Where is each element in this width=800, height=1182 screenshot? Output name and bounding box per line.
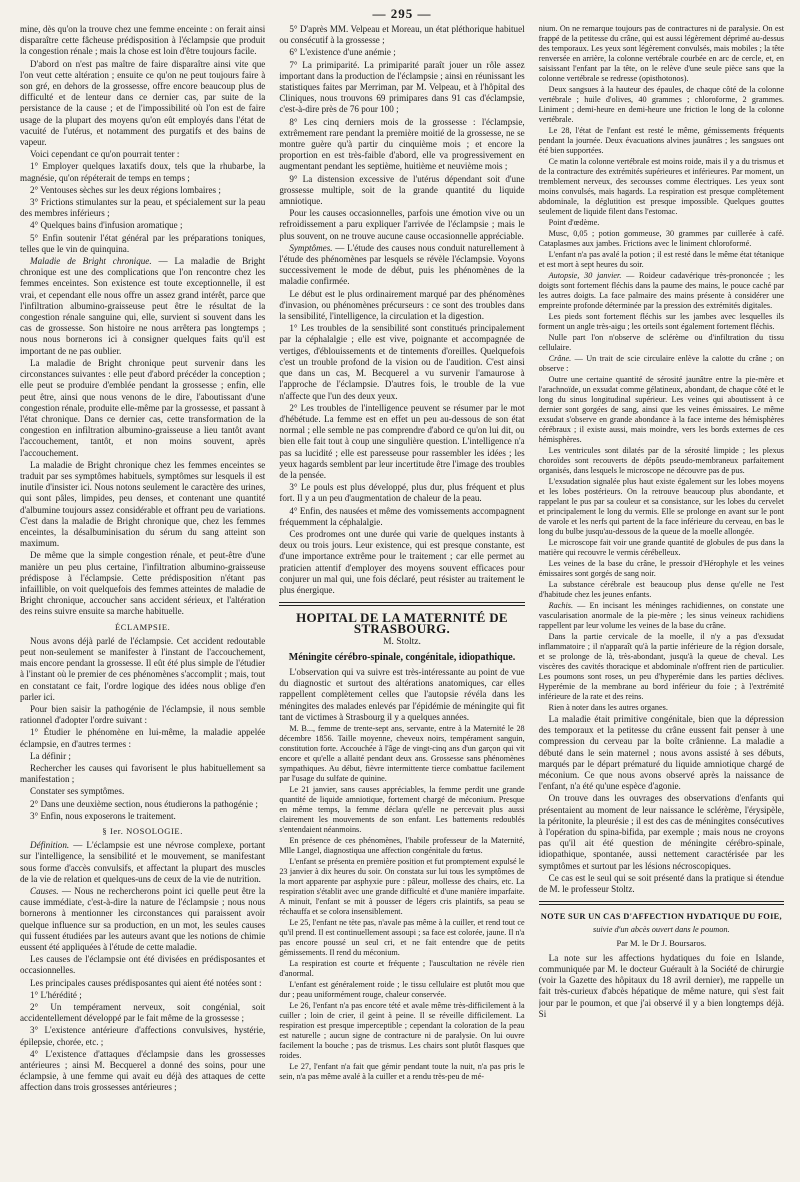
paragraph-text: — Nous ne rechercherons point ici quelle peut être la cause immédiate, c'est-à-dire la nature de l'éclampsie ; nous nous bornerons à mentionner les circonstances qui paraissent avoir quelque influence sur sa production, en un mot, les seules causes qui fussent étudiées par les auteurs avant que les notions de chimie eussent été appliquées à l'étude de cette maladie. (20, 886, 266, 953)
paragraph: Ce cas est le seul qui se soit présenté dans la pratique si étendue de M. le professeur Stoltz. (538, 872, 784, 895)
paragraph: L'enfant se présenta en première position et fut promptement expulsé le 23 janvier à dix heures du soir. On constata sur lui tous les symptômes de la mort apparente par asphyxie pure : pâleur, mollesse des chairs, etc. La respiration s'établit avec une grande difficulté et d'une manière imparfaite. A minuit, l'enfant se mit à pousser de légers cris plaintifs, sa peau se réchauffa et se colora insensiblement. (279, 856, 525, 916)
paragraph: 1° L'hérédité ; (30, 989, 82, 1000)
paragraph: De même que la simple congestion rénale, et peut-être d'une manière un peu plus certaine, l'infiltration albumino-graisseuse prédispose à l'éclampsie. Cette prédisposition n'étant pas infaillible, on voit quelquefois des femmes atteintes de maladie de Bright chronique, accoucher sans accident sérieux, et l'altération des reins suivre ensuite sa marche habituelle. (20, 550, 266, 617)
paragraph: M. B..., femme de trente-sept ans, servante, entre à la Maternité le 28 décembre 1856. Taille moyenne, cheveux noirs, tempérament sanguin, constitution forte. Accouchée à l'âge de vingt-cinq ans d'un garçon qui vit encore et qu'elle a allaité pendant deux ans. Grossesse sans phénomènes sympathiques. Au début, fièvre intermittente tierce combattue facilement par l'usage du sulfate de quinine. (279, 723, 525, 783)
paragraph: Ce matin la colonne vertébrale est moins roide, mais il y a du trismus et de la contracture des extrémités supérieures et inférieures. Par moment, un tremblement nerveux, des secousses comme électriques. Les yeux sont moins convulsés, mais hagards. La respiration est presque complètement abdominale, la déglutition est presque impossible. Quelques gouttes seulement de liquide filent dans l'estomac. (538, 157, 784, 216)
paragraph: Pour bien saisir la pathogénie de l'éclampsie, il nous semble rationnel d'adopter l'ordre suivant : (20, 703, 266, 726)
paragraph: La définir ; (30, 750, 71, 761)
paragraph: 2° Dans une deuxième section, nous étudierons la pathogénie ; (30, 798, 258, 809)
paragraph: 1° Les troubles de la sensibilité sont constitués principalement par la céphalalgie ; elle est vive, poignante et accompagnée de vertiges, d'éblouissements et de tintements d'oreilles. Quelquefois c'est un trouble profond de la vision ou de l'audition. C'est ainsi que dans un cas, M. Becquerel a vu survenir l'amaurose à l'approche de l'éclampsie. D'autres fois, le trouble de la vue n'affecte que l'un des deux yeux. (279, 323, 525, 401)
paragraph (279, 243, 524, 288)
paragraph: 6° L'existence d'une anémie ; (289, 47, 396, 58)
paragraph: L'enfant est généralement roide ; le tissu cellulaire est plutôt mou que dur ; peau uniformément rouge, chaleur conservée. (279, 979, 525, 999)
paragraph (20, 256, 265, 357)
paragraph: Rechercher les causes qui favorisent le plus habituellement sa manifestation ; (20, 763, 266, 785)
section-divider (279, 602, 524, 606)
paragraph: Nulle part l'on n'observe de sclérème ou d'infiltration du tissu cellulaire. (538, 333, 784, 352)
note-author: Par M. le Dr J. Boursaros. (616, 937, 707, 948)
paragraph-text: — L'éclampsie est une névrose complexe, portant sur l'intelligence, la sensibilité et le mouvement, se manifestant sous forme d'accès convulsifs, et affectant la plupart des muscles de la vie de relation et quelques-uns de ceux de la vie de nutrition. (20, 840, 266, 884)
paragraph: La maladie était primitive congénitale, bien que la dépression des temporaux et la petitesse du crâne eussent fait penser à une compression du cerveau par la boîte crânienne. La maladie a débuté dans le sein maternel ; nous avons assisté à ses débuts, marqués par le départ prématuré du liquide amniotique chargé de méconium. Ce que nous avons observé après la naissance de l'enfant, n'a été qu'une espèce d'agonie. (538, 714, 784, 792)
paragraph: 4° L'existence d'attaques d'éclampsie dans les grossesses antérieures ; ainsi M. Becquerel a donné des soins, pour une éclampsie, à une femme qui avait eu déjà des attaques de cette affection dans trois grossesses antérieures ; (20, 1048, 266, 1093)
run-in-heading: Maladie de Bright chronique. (30, 256, 152, 267)
run-in-heading: Autopsie, 30 janvier. (548, 271, 622, 280)
paragraph (539, 271, 784, 311)
paragraph: La substance cérébrale est beaucoup plus dense qu'elle ne l'est d'habitude chez les jeunes enfants. (538, 580, 784, 599)
paragraph: Ces prodromes ont une durée qui varie de quelques instants à deux ou trois jours. Leur existence, qui est presque constante, est d'une importance extrême pour le traitement ; car elle permet au praticien attentif d'employer des moyens souvent efficaces pour conjurer un mal qui, une fois déclaré, peut résister au traitement le plus énergique. (279, 528, 525, 595)
list-item: 3° Frictions stimulantes sur la peau, et spécialement sur la peau des membres inférieurs ; (20, 197, 266, 219)
paragraph (20, 886, 265, 953)
paragraph (539, 354, 784, 374)
paragraph-text: — Roideur cadavérique très-prononcée ; les doigts sont fortement fléchis dans la paume des mains, le pouce caché par les autres doigts. La face palmaire des mains présente à considérer une empreinte profonde déterminée par la pression des extrémités digitales. (538, 271, 784, 310)
run-in-heading: Symptômes. (289, 242, 333, 253)
subsection-title: § Ier. NOSOLOGIE. (102, 826, 183, 837)
paragraph: D'abord on n'est pas maître de faire disparaître ainsi vite que l'on veut cette altération ; ensuite ce qu'on ne peut toujours faire à son gré, en dehors de la grossesse, offre encore beaucoup plus de difficulté et de lenteur dans ce dernier cas, par suite de la persistance de la cause ; et de l'impossibilité où l'on est de faire usage de la plupart des moyens qu'on eût employés dans l'état de vacuité de l'utérus, et notamment des purgatifs et des bains de vapeur. (20, 58, 266, 148)
paragraph: Les principales causes prédisposantes qui aient été notées sont : (30, 977, 262, 988)
paragraph: nium. On ne remarque toujours pas de contractures ni de paralysie. On est frappé de la petitesse du crâne, qui est aussi légèrement déprimé au-dessus des temporaux. Les yeux sont légèrement convulsés, mais mobiles ; la tête renversée en arrière, la colonne vertébrale courbée en arc de cercle, et, en saisissant l'enfant par la tête, on le relève d'une seule pièce sans que la colonne vertébrale se redresse (opisthotonos). (538, 24, 784, 83)
paragraph: 3° L'existence antérieure d'affections convulsives, hystérie, épilepsie, chorée, etc. ; (20, 1025, 266, 1047)
column-left (20, 24, 265, 1176)
paragraph: L'observation qui va suivre est très-intéressante au point de vue du diagnostic et surtout des altérations anatomiques, car elles rappellent complètement celles que l'autopsie révéla dans les méningites des malades enlevés par l'épidémie de méningite qui fit tant de victimes à Strasbourg il y a quelques années. (279, 666, 525, 722)
paragraph (539, 601, 784, 631)
paragraph: Le microscope fait voir une grande quantité de globules de pus dans la matière qui recouvre le vermis cérébelleux. (538, 538, 784, 557)
section-title: ÉCLAMPSIE. (114, 621, 171, 632)
paragraph: 4° Enfin, des nausées et même des vomissements accompagnent fréquemment la céphalalgie. (279, 505, 525, 527)
note-subtitle: suivie d'un abcès ouvert dans le poumon. (593, 925, 730, 935)
run-in-heading: Causes. (30, 886, 59, 897)
paragraph: Le 25, l'enfant ne tète pas, n'avale pas même à la cuiller, et rend tout ce qu'il prend. Il est continuellement assoupi ; sa face est colorée, jaune. Il n'a pas encore poussé un seul cri, et ne fait entendre que de petits gémissements. Il rend du méconium. (279, 917, 525, 957)
column-right (539, 24, 784, 1176)
paragraph: On trouve dans les ouvrages des observations d'enfants qui présentaient au moment de leur naissance le sclérème, l'érysipèle, la péritonite, la pleurésie ; il est des cas de méningites consécutives à l'opération du spina-bifida, par exemple ; mais nous ne croyons pas qu'il ait été question de méningite cérébro-spinale, idiopathique, spontanée, aussi nettement caractérisée par les symptômes et surtout par les lésions nécroscopiques. (538, 793, 784, 871)
hospital-author: M. Stoltz. (383, 636, 421, 647)
paragraph: mine, dès qu'on la trouve chez une femme enceinte : on ferait ainsi disparaître cette fâcheuse prédisposition à l'éclampsie que produit la congestion rénale ; mais la chose est loin d'être toujours facile. (20, 24, 266, 57)
paragraph: La maladie de Bright chronique chez les femmes enceintes se traduit par ses symptômes habituels, symptômes sur lesquels il est inutile d'insister ici. Nous notons seulement le caractère des urines, qui sont pâles, limpides, peu denses, et contenant une quantité d'albumine toujours assez considérable et offrant peu de variations. C'est dans la maladie de Bright chronique que, chez les femmes enceintes, la désalbuminisation du sérum du sang atteint son maximum. (20, 459, 266, 549)
paragraph: Le 21 janvier, sans causes appréciables, la femme perdit une grande quantité de liquide amniotique, fortement chargé de méconium. Presque en même temps, la femme déclara qu'elle ne percevait plus aussi clairement les mouvements de son enfant. Les battements redoublés s'entendaient néanmoins. (279, 784, 525, 834)
paragraph-text: — En incisant les méninges rachidiennes, on constate une vascularisation anormale de la pie-mère ; les sinus veineux rachidiens rappellent par leur volume les veines de la base du crâne. (538, 601, 784, 630)
hospital-heading: HOPITAL DE LA MATERNITÉ DE STRASBOURG. (296, 610, 508, 637)
paragraph: Les pieds sont fortement fléchis sur les jambes avec lesquelles ils forment un angle très-aigu ; les orteils sont également fortement fléchis. (538, 312, 784, 331)
run-in-heading: Crâne. (548, 354, 572, 363)
paragraph: Le 27, l'enfant n'a fait que gémir pendant toute la nuit, n'a pas pris le sein, n'a pas même avalé à la cuiller et a rendu très-peu de mé- (279, 1061, 525, 1081)
section-divider (539, 901, 784, 905)
list-item: 1° Employer quelques laxatifs doux, tels que la rhubarbe, la magnésie, qu'on répéterait de temps en temps ; (20, 161, 266, 183)
paragraph: 5° D'après MM. Velpeau et Moreau, un état pléthorique habituel ou consécutif à la grossesse ; (279, 24, 525, 46)
paragraph: Le début est le plus ordinairement marqué par des phénomènes d'invasion, ou phénomènes précurseurs : ce sont des troubles dans la sensibilité, l'intelligence, la circulation et la digestion. (279, 288, 525, 322)
paragraph: 9° La distension excessive de l'utérus dépendant soit d'une grossesse multiple, soit de la grande quantité du liquide amniotique. (279, 173, 525, 207)
paragraph: 2° Les troubles de l'intelligence peuvent se résumer par le mot d'hébétude. La femme est en effet un peu au-dessous de son état normal ; elle semble ne pas comprendre d'abord ce qu'on lui dit, ou bien elle fait tout à coup une singulière question. L'intelligence n'a pas sa lucidité ; elle est paresseuse pour rassembler les idées ; les yeux hagards semblent par leur incertitude être l'image des troubles de la pensée. (279, 402, 525, 480)
paragraph: L'exsudation signalée plus haut existe également sur les lobes moyens et les lobes postérieurs. On la retrouve beaucoup plus abondante, et rappelant le pus par sa couleur et sa consistance, sur les lobes du cervelet et principalement le long du vermis. Elle se prolonge en avant sur le pont de varole et les nerfs qui partent de la face inférieure du cerveau, en bas le long du bulbe jusqu'au-dessous de la queue de la moelle allongée. (538, 477, 784, 536)
paragraph: Le 26, l'enfant n'a pas encore tété et avale même très-difficilement à la cuiller ; loin de crier, il geint à peine. Il se réveille difficilement. La respiration est presque imperceptible ; cependant la coloration de la peau est naturelle ; aucun signe de contracture ni de paralysie. On lui ouvre facilement la bouche ; pas de trismus. Les chairs sont plutôt flasques que roides. (279, 1000, 525, 1060)
paragraph: Pour les causes occasionnelles, parfois une émotion vive ou un refroidissement a paru expliquer l'arrivée de l'éclampsie ; mais le plus souvent, on ne trouve aucune cause occasionnelle appréciable. (279, 208, 525, 241)
case-title: Méningite cérébro-spinale, congénitale, idiopathique. (288, 651, 516, 663)
paragraph: Musc, 0,05 ; potion gommeuse, 30 grammes par cuillerée à café. Cataplasmes aux jambes. Frictions avec le liniment chloroformé. (538, 229, 784, 248)
run-in-heading: Définition. (30, 840, 70, 851)
paragraph: Les causes de l'éclampsie ont été divisées en prédisposantes et occasionnelles. (20, 954, 266, 976)
paragraph: Constater ses symptômes. (30, 786, 125, 797)
paragraph: 2° Un tempérament nerveux, soit congénial, soit accidentellement développé par le fait même de la grossesse ; (20, 1002, 266, 1024)
paragraph: Outre une certaine quantité de sérosité jaunâtre entre la pie-mère et l'arachnoïde, un exsudat comme gélatineux, abondant, de chaque côté et le long du sinus longitudinal supérieur. Les veines qui aboutissent à ce dernier sont gorgées de sang, ainsi que les veines émissaires. Le même exsudat s'observe en grande abondance à la face interne des hémisphères cérébraux ; il existe aussi, mais moindre, vers les bords externes de ces hémisphères. (538, 375, 784, 444)
paragraph: En présence de ces phénomènes, l'habile professeur de la Maternité, Mlle Langel, diagnostiqua une affection congénitale du fœtus. (279, 835, 525, 855)
paragraph: La maladie de Bright chronique peut survenir dans les circonstances suivantes : elle peut d'abord précéder la conception ; elle peut se produire d'emblée pendant la grossesse ; enfin, elle peut être, ainsi que nous venons de le dire, l'aboutissant d'une congestion rénale, produite elle-même par la grossesse, et passant à l'état chronique. Dans ce dernier cas, cette transformation de la congestion en infiltration albumino-graisseuse a lieu tantôt avant l'accouchement, tantôt, et non moins souvent, après l'accouchement. (20, 357, 266, 458)
paragraph: 1° Étudier le phénomène en lui-même, la maladie appelée éclampsie, en d'autres termes : (20, 727, 266, 749)
paragraph: 7° La primiparité. La primiparité paraît jouer un rôle assez important dans la production de l'éclampsie ; ainsi en réunissant les statistiques faites par Merriman, par M. Velpeau, et à l'hôpital des Cliniques, nous trouvons 69 primipares dans 91 cas d'éclampsie, c'est-à-dire près de 76 pour 100 ; (279, 59, 525, 115)
paragraph-text: — Un trait de scie circulaire enlève la calotte du crâne ; on observe : (538, 354, 784, 373)
paragraph-text: — L'étude des causes nous conduit naturellement à l'étude des phénomènes par lesquels se révèle l'éclampsie. Voyons successivement le mode de début, puis les phénomènes de la maladie confirmée. (279, 242, 525, 287)
paragraph: La respiration est courte et fréquente ; l'auscultation ne révèle rien d'anormal. (279, 958, 525, 978)
columns (20, 24, 784, 1176)
paragraph: L'enfant n'a pas avalé la potion ; il est resté dans le même état tétanique et est mort à sept heures du soir. (538, 250, 784, 269)
paragraph: Voici cependant ce qu'on pourrait tenter : (30, 149, 180, 160)
paragraph: La note sur les affections hydatiques du foie en Islande, communiquée par M. le docteur Guérault à la Société de chirurgie (voir la Gazette des hôpitaux du 18 avril dernier), me rappelle un fait très-curieux d'abcès hépatique de même nature, qui s'est fait jour par le poumon, et que j'ai observé il y a bien longtemps déjà. Si (538, 952, 784, 1019)
paragraph (20, 840, 265, 885)
list-item: 2° Ventouses sèches sur les deux régions lombaires ; (30, 184, 221, 195)
paragraph: Les ventricules sont dilatés par de la sérosité limpide ; les plexus choroïdes sont recouverts de dépôts pseudo-membraneux parfaitement organisés, dans lesquels le microscope ne découvre pas de pus. (538, 446, 784, 475)
paragraph-text: — La maladie de Bright chronique est une des complications que l'on rencontre chez les femmes enceintes. Son existence est toute exceptionnelle, il est vrai, et cependant elle nous offre un assez grand intérêt, parce que l'infiltration albumino-graisseuse peut être le résultat de la congestion rénale sanguine qui, elle, survient si souvent dans les cas de grossesse. Son histoire ne nous arrêtera pas longtemps ; nous nous bornerons ici à consigner quelques faits qu'il est important de ne pas oublier. (20, 256, 266, 356)
paragraph: Dans la partie cervicale de la moelle, il n'y a pas d'exsudat inflammatoire ; il n'apparaît qu'à la partie inférieure de la région dorsale, et se prolonge de là, très-abondant, jusqu'à la queue de cheval. Les viscères des cavités thoracique et abdominale n'offrent rien de particulier. Les poumons sont roses, un peu d'hyperémie dans les parties déclives. Hyperémie de la membrane au bord inférieur du foie ; à l'extrémité inférieure de la rate et des reins. (538, 632, 784, 701)
list-item: 4° Quelques bains d'infusion aromatique ; (30, 220, 183, 231)
paragraph: Deux sangsues à la hauteur des épaules, de chaque côté de la colonne vertébrale ; huile d'olives, 40 grammes ; chloroforme, 2 grammes. Liniment ; demi-heure en demi-heure une friction le long de la colonne vertébrale. (538, 85, 784, 124)
paragraph: 3° Enfin, nous exposerons le traitement. (30, 810, 176, 821)
paragraph: Le 28, l'état de l'enfant est resté le même, gémissements fréquents pendant la journée. Deux évacuations alvines jaunâtres ; les sangsues ont été bien supportées. (538, 126, 784, 155)
list-item: 5° Enfin soutenir l'état général par les préparations toniques, telles que le vin de quinquina. (20, 232, 266, 254)
note-title: NOTE SUR UN CAS D'AFFECTION HYDATIQUE DU FOIE, (540, 912, 782, 922)
column-middle (279, 24, 524, 1176)
paragraph: Point d'œdème. (548, 218, 600, 227)
run-in-heading: Rachis. (548, 601, 573, 610)
page-number: — 295 — (372, 6, 432, 21)
paragraph: Nous avons déjà parlé de l'éclampsie. Cet accident redoutable peut non-seulement se manifester à l'instant de l'accouchement, mais encore pendant la grossesse. Il eût été plus simple de l'étudier à l'instant où le premier de ces phénomènes s'accomplit ; mais, tout en constatant ce fait, l'ordre logique des idées nous oblige d'en parler ici. (20, 635, 266, 702)
paragraph: 3° Le pouls est plus développé, plus dur, plus fréquent et plus fort. Il y a un peu d'augmentation de chaleur de la peau. (279, 482, 525, 504)
paragraph: Rien à noter dans les autres organes. (548, 703, 668, 712)
paragraph: Les veines de la base du crâne, le pressoir d'Hérophyle et les veines émissaires sont gorgés de sang noir. (538, 559, 784, 578)
paragraph: 8° Les cinq derniers mois de la grossesse : l'éclampsie, extrêmement rare pendant la première moitié de la grossesse, ne se montre guère qu'à partir du cinquième mois ; et encore la proportion en est très-faible d'abord, elle va progressivement en augmentant pendant les septième, huitième et neuvième mois ; (279, 116, 525, 172)
